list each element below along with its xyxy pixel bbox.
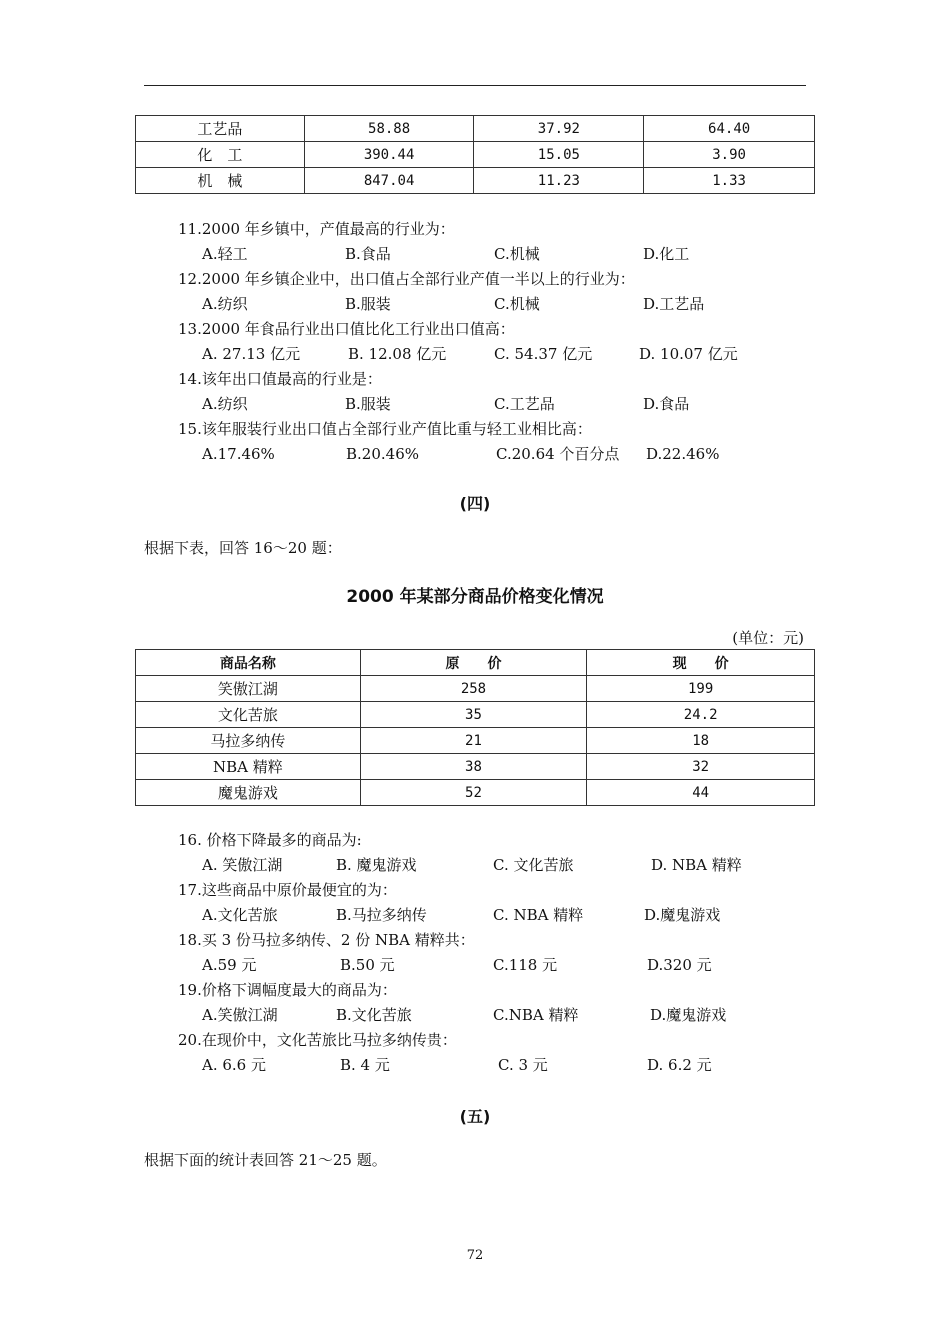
table-row	[136, 676, 815, 702]
option-d: D.22.46%	[646, 445, 720, 463]
section-4-intro: 根据下表，回答 16～20 题：	[144, 539, 342, 557]
option-c: C. 54.37 亿元	[494, 345, 593, 363]
option-d: D.魔鬼游戏	[644, 906, 721, 924]
table-cell: 64.40	[644, 116, 815, 142]
table-row	[136, 754, 815, 780]
option-a: A.文化苦旅	[202, 906, 278, 924]
question-18: 18.买 3 份马拉多纳传、2 份 NBA 精粹共：	[178, 931, 475, 949]
page-number: 72	[466, 1248, 484, 1263]
table-cell: 37.92	[474, 116, 644, 142]
price-table	[135, 649, 815, 806]
options-20	[202, 1053, 712, 1078]
options-11	[202, 242, 690, 267]
options-12	[202, 292, 705, 317]
option-b: B.文化苦旅	[336, 1006, 412, 1024]
option-c: C.20.64 个百分点	[496, 445, 620, 463]
table-cell: 1.33	[644, 168, 815, 194]
price-table-title: 2000 年某部分商品价格变化情况	[346, 587, 604, 607]
question-group-11-15	[178, 217, 738, 467]
option-d: D.320 元	[647, 956, 712, 974]
option-d: D. NBA 精粹	[651, 856, 742, 874]
current-price: 199	[587, 676, 815, 702]
column-header-current-price: 现 价	[587, 650, 815, 676]
options-15	[202, 442, 720, 467]
option-c: C.NBA 精粹	[493, 1006, 579, 1024]
options-14	[202, 392, 690, 417]
price-table-unit: (单位：元)	[732, 629, 804, 647]
current-price: 24.2	[587, 702, 815, 728]
product-name: 文化苦旅	[136, 702, 361, 728]
original-price: 21	[360, 728, 587, 754]
option-a: A.17.46%	[202, 445, 275, 463]
table-row	[136, 116, 815, 142]
options-13	[202, 342, 738, 367]
question-20: 20.在现价中，文化苦旅比马拉多纳传贵：	[178, 1031, 457, 1049]
table-row	[136, 702, 815, 728]
option-a: A.纺织	[202, 395, 248, 413]
options-17	[202, 903, 721, 928]
table-cell: 15.05	[474, 142, 644, 168]
option-a: A.纺织	[202, 295, 248, 313]
question-12: 12.2000 年乡镇企业中，出口值占全部行业产值一半以上的行业为：	[178, 270, 635, 288]
option-c: C. NBA 精粹	[493, 906, 584, 924]
option-c: C.工艺品	[494, 395, 555, 413]
product-name: NBA 精粹	[136, 754, 361, 780]
table-row	[136, 780, 815, 806]
option-a: A. 笑傲江湖	[202, 856, 283, 874]
option-b: B. 12.08 亿元	[348, 345, 447, 363]
option-b: B.服装	[345, 295, 391, 313]
option-b: B.20.46%	[346, 445, 419, 463]
industry-table	[135, 115, 815, 194]
option-a: A. 27.13 亿元	[202, 345, 301, 363]
question-17: 17.这些商品中原价最便宜的为：	[178, 881, 397, 899]
option-a: A. 6.6 元	[202, 1056, 266, 1074]
option-c: C.118 元	[493, 956, 558, 974]
current-price: 18	[587, 728, 815, 754]
table-cell: 11.23	[474, 168, 644, 194]
table-row	[136, 142, 815, 168]
options-19	[202, 1003, 727, 1028]
option-d: D.工艺品	[643, 295, 705, 313]
option-d: D.化工	[643, 245, 690, 263]
option-b: B.服装	[345, 395, 391, 413]
product-name: 马拉多纳传	[136, 728, 361, 754]
question-13: 13.2000 年食品行业出口值比化工行业出口值高：	[178, 320, 515, 338]
question-14: 14.该年出口值最高的行业是：	[178, 370, 382, 388]
table-cell: 58.88	[304, 116, 474, 142]
option-a: A.笑傲江湖	[202, 1006, 278, 1024]
table-cell: 3.90	[644, 142, 815, 168]
option-d: D. 10.07 亿元	[639, 345, 738, 363]
column-header-name: 商品名称	[136, 650, 361, 676]
original-price: 258	[360, 676, 587, 702]
table-cell: 390.44	[304, 142, 474, 168]
column-header-original-price: 原 价	[360, 650, 587, 676]
section-5-intro: 根据下面的统计表回答 21～25 题。	[144, 1151, 387, 1169]
industry-name: 工艺品	[136, 116, 305, 142]
question-16: 16. 价格下降最多的商品为:	[178, 831, 362, 849]
option-b: B.50 元	[340, 956, 395, 974]
product-name: 魔鬼游戏	[136, 780, 361, 806]
option-b: B. 魔鬼游戏	[336, 856, 417, 874]
original-price: 35	[360, 702, 587, 728]
option-b: B.食品	[345, 245, 391, 263]
option-c: C.机械	[494, 295, 540, 313]
product-name: 笑傲江湖	[136, 676, 361, 702]
question-group-16-20	[178, 828, 742, 1078]
option-b: B. 4 元	[340, 1056, 390, 1074]
current-price: 32	[587, 754, 815, 780]
current-price: 44	[587, 780, 815, 806]
option-d: D.食品	[643, 395, 690, 413]
original-price: 52	[360, 780, 587, 806]
industry-name: 化 工	[136, 142, 305, 168]
header-rule	[144, 85, 806, 86]
option-b: B.马拉多纳传	[336, 906, 427, 924]
option-c: C. 3 元	[498, 1056, 548, 1074]
table-cell: 847.04	[304, 168, 474, 194]
table-row	[136, 168, 815, 194]
option-c: C. 文化苦旅	[493, 856, 574, 874]
options-16	[202, 853, 742, 878]
section-4-title: (四)	[459, 494, 491, 513]
table-row	[136, 728, 815, 754]
table-header-row	[136, 650, 815, 676]
option-c: C.机械	[494, 245, 540, 263]
options-18	[202, 953, 712, 978]
question-19: 19.价格下调幅度最大的商品为：	[178, 981, 397, 999]
question-15: 15.该年服装行业出口值占全部行业产值比重与轻工业相比高：	[178, 420, 592, 438]
industry-name: 机 械	[136, 168, 305, 194]
section-5-title: (五)	[459, 1107, 491, 1126]
option-a: A.轻工	[202, 245, 248, 263]
option-d: D. 6.2 元	[647, 1056, 712, 1074]
option-d: D.魔鬼游戏	[650, 1006, 727, 1024]
option-a: A.59 元	[202, 956, 257, 974]
original-price: 38	[360, 754, 587, 780]
question-11: 11.2000 年乡镇中，产值最高的行业为：	[178, 220, 455, 238]
